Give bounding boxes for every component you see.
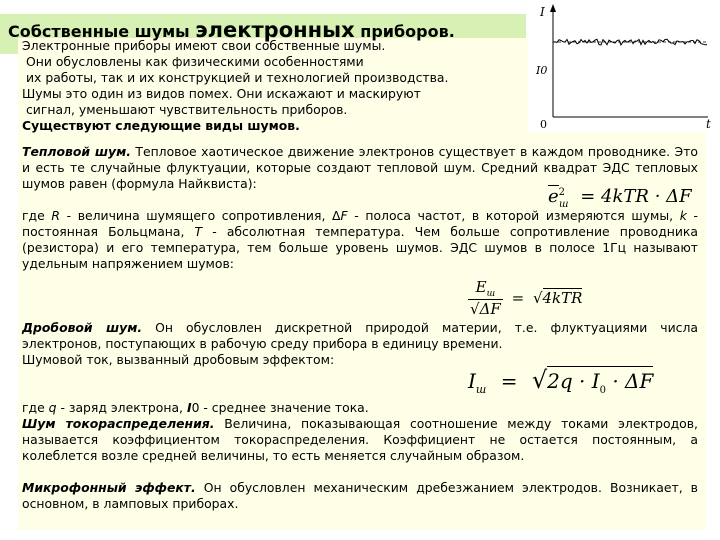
noise-graph <box>528 2 716 132</box>
microphone-effect-paragraph: Микрофонный эффект. Он обусловлен механическим дребезжанием электродов. Возникает, в основном, в ламповых приборах. <box>22 480 698 511</box>
intro-line: их работы, так и их конструкцией и технологией производства. <box>26 70 449 85</box>
specific-noise-formula: $E_ш$ √ΔF = √4kTR <box>470 278 583 318</box>
mean-square-e: e <box>548 186 559 207</box>
mean-level-label: I0 <box>536 64 548 77</box>
thermal-noise-where: где R - величина шумящего сопротивления, ΔF - полоса частот, в которой измеряются шумы, k - постоянная Больцмана, T - абсолютная температура. Чем больше сопротивление проводника (резистора) и его температура, тем больше уровень шумов. ЭДС шумов в полосе 1Гц называют удельным напряжением шумов: <box>22 208 698 271</box>
intro-line: Они обусловлены как физическими особенностями <box>26 54 364 69</box>
intro-line: Шумы это один из видов помех. Они искажают и маскируют <box>22 86 421 101</box>
origin-label: 0 <box>540 118 547 131</box>
page-title: Собственные шумы электронных приборов. <box>8 18 455 42</box>
shot-noise-current-line: Шумовой ток, вызванный дробовым эффектом: <box>22 352 335 367</box>
y-axis-arrow <box>550 4 556 12</box>
kinds-heading: Существуют следующие виды шумов. <box>22 118 300 133</box>
intro-block <box>22 38 512 134</box>
shot-noise-formula: $I_ш = √2q \cdot I_0 \cdot \Delta F$ <box>468 366 654 396</box>
shot-noise-where: где q - заряд электрона, I0 - среднее значение тока. <box>22 400 369 415</box>
nyquist-formula: $e^2_ш = 4kTR \cdot \Delta F$ <box>548 186 692 210</box>
y-axis-label: I <box>540 5 545 19</box>
shot-noise-paragraph: Дробовой шум. Он обусловлен дискретной природой материи, т.е. флуктуациями числа электронов, поступающих в рабочую среду прибора в единицу времени. <box>22 320 698 351</box>
x-axis-label: t <box>706 117 711 131</box>
thermal-noise-paragraph: Тепловой шум. Тепловое хаотическое движение электронов существует в каждом проводнике. Это и есть те случайные флуктуации, которые создают тепловой шум. Средний квадрат ЭДС тепловых шумов равен (формула Найквиста): <box>22 144 698 191</box>
distribution-noise-paragraph: Шум токораспределения. Величина, показывающая соотношение между токами электродов, называется коэффициентом токораспределения. Коэффициент не остается постоянным, а колеблется возле средней величины, то есть меняется случайным образом. <box>22 416 698 463</box>
noise-plot <box>528 2 716 132</box>
intro-line: Электронные приборы имеют свои собственные шумы. <box>22 38 386 53</box>
intro-line: сигнал, уменьшают чувствительность приборов. <box>26 102 348 117</box>
nyquist-rhs: = 4kTR · ΔF <box>580 186 692 207</box>
